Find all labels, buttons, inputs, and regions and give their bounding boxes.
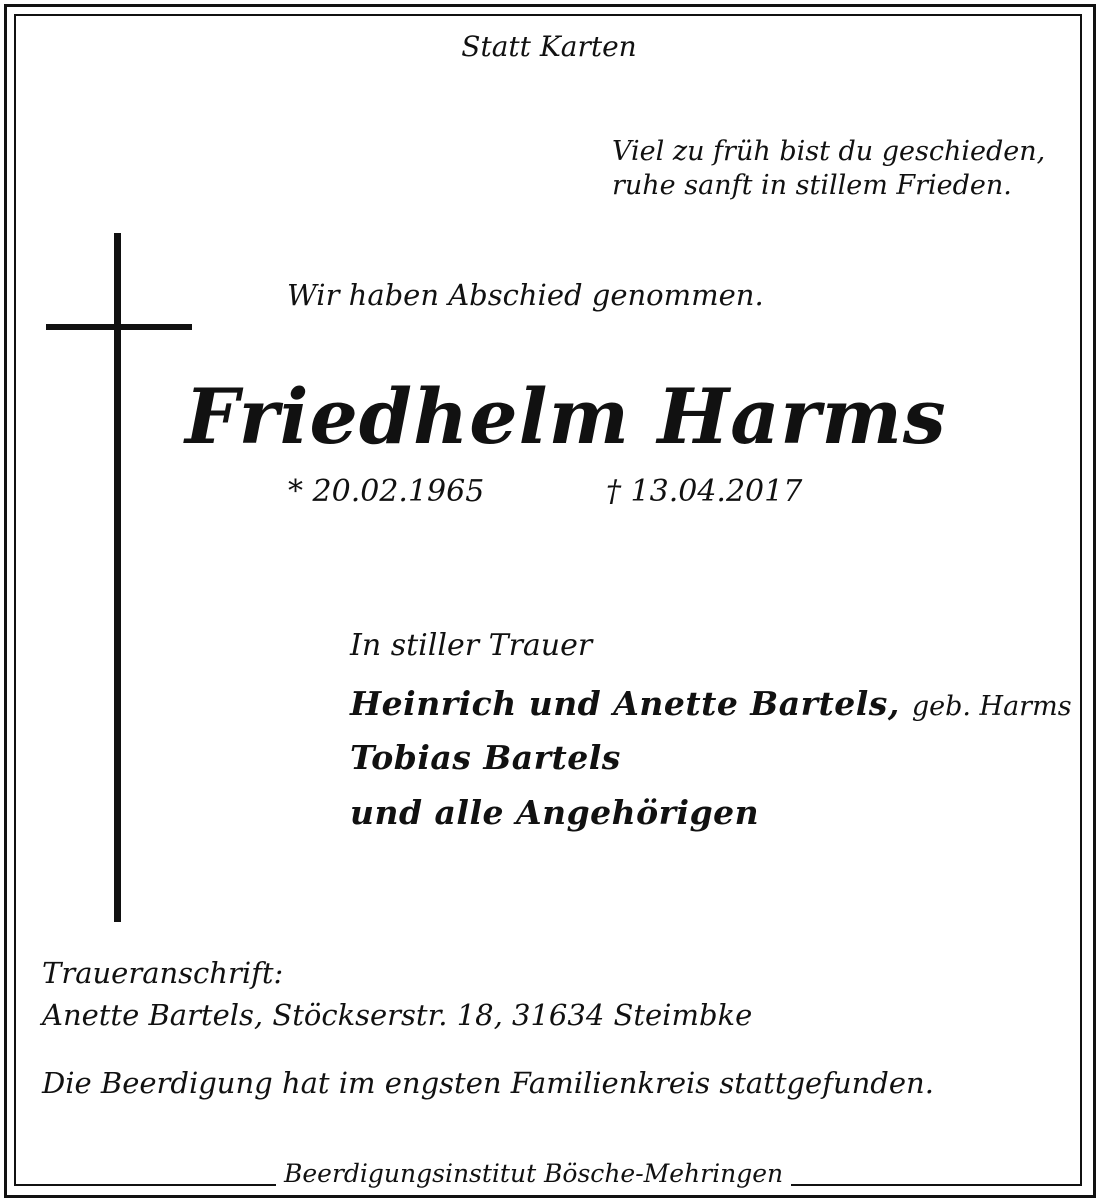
deceased-name: Friedhelm Harms [185,372,947,461]
address-label: Traueranschrift: [42,956,284,990]
burial-note: Die Beerdigung hat im engsten Familienkreis stattgefunden. [42,1066,934,1100]
verse-line-2: ruhe sanft in stillem Frieden. [612,170,1012,201]
farewell-intro: Wir haben Abschied genommen. [287,278,764,312]
mourner-line-1 [350,684,1072,723]
address-value: Anette Bartels, Stöckserstr. 18, 31634 Steimbke [42,998,753,1032]
mourner-names: Heinrich und Anette Bartels, [350,684,900,723]
mourners-intro: In stiller Trauer [350,628,593,663]
mourner-line-2: Tobias Bartels [350,738,621,777]
mourner-line-3: und alle Angehörigen [350,793,760,832]
header-text: Statt Karten [461,30,637,63]
cross-icon-bar [46,324,192,330]
death-date: † 13.04.2017 [606,474,803,509]
cross-icon [114,233,121,922]
maiden-name-note: geb. Harms [911,691,1072,722]
birth-date: * 20.02.1965 [288,474,485,509]
funeral-home-footer: Beerdigungsinstitut Bösche-Mehringen [276,1159,791,1188]
verse-line-1: Viel zu früh bist du geschieden, [612,136,1046,167]
